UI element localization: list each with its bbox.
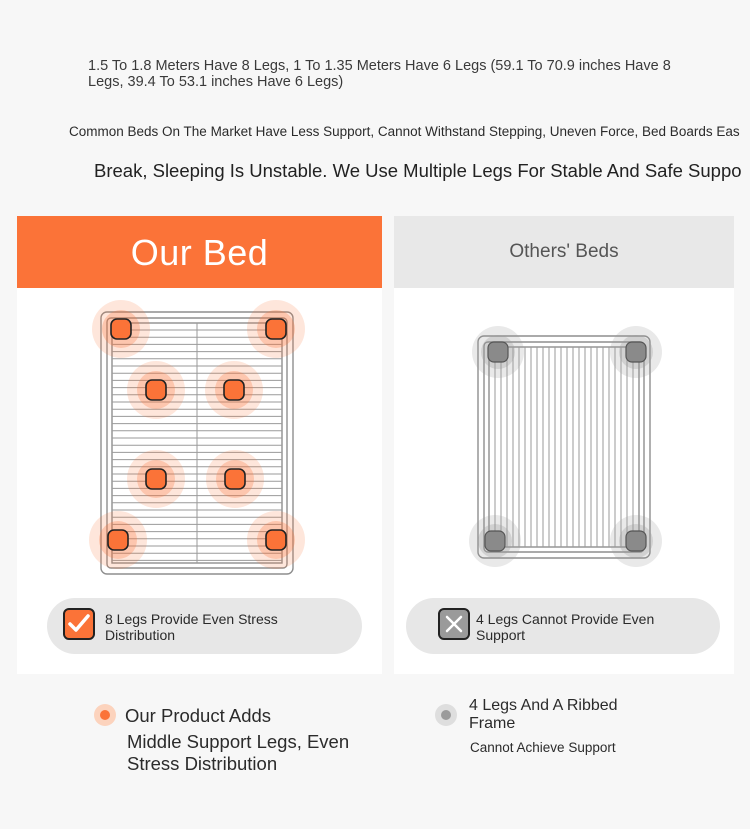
ours-feature-line-1: Our Product Adds [125,705,272,726]
ours-bullet-icon [94,704,116,726]
support-leg [225,469,245,489]
others-feature-line-1: 4 Legs And A Ribbed Frame [469,697,618,732]
checkmark-icon [63,608,95,640]
our-bed-badge-text: 8 Legs Provide Even Stress Distribution [105,611,278,643]
cross-icon [438,608,470,640]
intro-text-line-2: Break, Sleeping Is Unstable. We Use Multiple Legs For Stable And Safe Suppo [94,160,742,181]
our-bed-panel [17,216,382,674]
our-bed-title: Our Bed [130,232,269,273]
bed-ribs [495,347,633,547]
others-feature-line-2: Cannot Achieve Support [470,740,616,755]
support-leg [626,342,646,362]
support-leg [626,531,646,551]
support-leg [224,380,244,400]
support-leg [266,319,286,339]
intro-text-line-1: Common Beds On The Market Have Less Support, Cannot Withstand Stepping, Uneven Force, Bed Boards Eas [69,124,740,139]
others-bed-panel [394,216,734,674]
support-leg [485,531,505,551]
support-leg [146,380,166,400]
ours-feature-line-2: Middle Support Legs, Even Stress Distribution [127,731,350,774]
support-leg [108,530,128,550]
others-bed-header [394,216,734,288]
legs-count-note: 1.5 To 1.8 Meters Have 8 Legs, 1 To 1.35 Meters Have 6 Legs (59.1 To 70.9 inches Have 8 Legs, 39.4 To 53.1 inches Have 6 Legs) [88,58,671,90]
support-leg [488,342,508,362]
others-bed-title: Others' Beds [509,241,619,262]
support-leg [111,319,131,339]
eight-leg-bed-diagram [17,288,382,588]
our-bed-header [17,216,382,288]
others-bed-badge [406,598,720,654]
others-bed-badge-text: 4 Legs Cannot Provide Even Support [476,611,655,643]
our-bed-badge [47,598,362,654]
four-leg-bed-diagram [394,288,734,588]
others-bullet-icon [435,704,457,726]
support-leg [146,469,166,489]
support-leg [266,530,286,550]
